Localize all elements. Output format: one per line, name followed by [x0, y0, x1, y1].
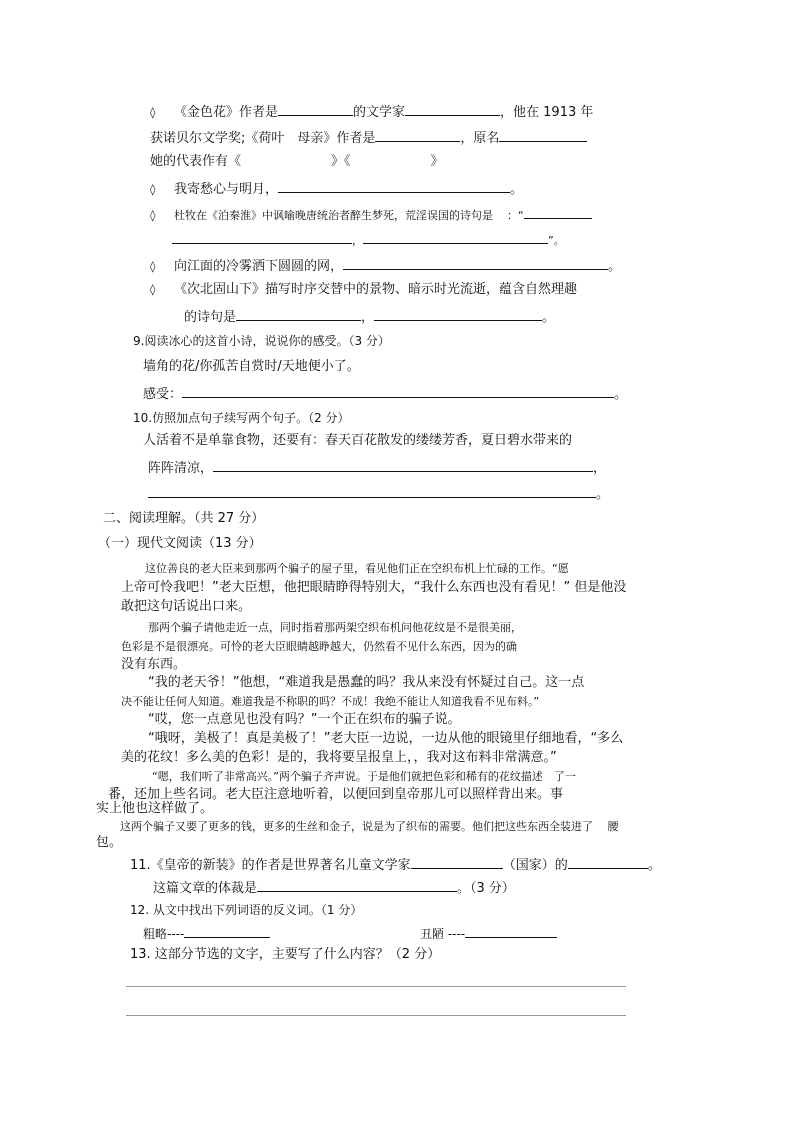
passage-line: 决不能让任何人知道。难道我是不称职的吗？不成！我绝不能让人知道我看不见布料。” [121, 695, 540, 708]
passage-line: 这位善良的老大臣来到那两个骗子的屋子里，看见他们正在空织布机上忙碌的工作。“愿 [145, 562, 569, 575]
q3-line1: ◊ 杜牧在《泊秦淮》中讽喻晚唐统治者醉生梦死，荒淫误国的诗句是 ：“ [150, 205, 592, 225]
answer-blank[interactable] [236, 307, 361, 321]
q2-line: ◊ 我寄愁心与明月， 。 [150, 179, 523, 199]
q1-line2: 获诺贝尔文学奖;《荷叶 母亲》作者是 ，原名 [150, 128, 587, 148]
q5-line2: 的诗句是 ， 。 [184, 307, 555, 327]
passage-line: 敢把这句话说出口来。 [121, 599, 252, 614]
q12-title: 12. 从文中找出下列词语的反义词。（1 分） [130, 903, 363, 917]
answer-blank[interactable] [411, 855, 503, 869]
bullet-icon: ◊ [150, 209, 156, 222]
answer-blank[interactable] [343, 256, 608, 270]
q12-word2: 丑陋 ---- [420, 924, 557, 943]
bullet-icon: ◊ [150, 183, 156, 196]
answer-blank[interactable] [182, 384, 614, 398]
q11-line1: 11.《皇帝的新装》的作者是世界著名儿童文学家 （国家）的 。 [130, 855, 661, 875]
q9-title: 9.阅读冰心的这首小诗，说说你的感受。（3 分） [133, 334, 390, 348]
answer-blank[interactable] [363, 230, 548, 244]
q11-line2: 这篇文章的体裁是 。（3 分） [153, 878, 515, 898]
q1-line3: 她的代表作有《 》《 》 [150, 154, 444, 169]
q3-line2: ， ”。 [172, 230, 565, 250]
answer-blank[interactable] [375, 128, 460, 142]
q4-line: ◊ 向江面的冷雾洒下圆圆的网， 。 [150, 256, 621, 276]
section-title: 二、阅读理解。（共 27 分） [103, 511, 265, 526]
passage-line: 那两个骗子请他走近一点，同时指着那两架空织布机问他花纹是不是很美丽， [148, 621, 522, 634]
passage-line: 番，还加上些名词。老大臣注意地听着，以便回到皇帝那儿可以照样背出来。事 [108, 787, 564, 802]
section-subtitle: （一）现代文阅读（13 分） [98, 536, 262, 551]
answer-blank[interactable] [499, 128, 587, 142]
answer-blank[interactable] [148, 484, 596, 498]
answer-blank[interactable] [374, 307, 542, 321]
answer-blank[interactable] [278, 102, 353, 116]
answer-blank[interactable] [213, 458, 593, 472]
q10-line3: 。 [148, 484, 609, 504]
passage-line: 这两个骗子又要了更多的钱，更多的生丝和金子，说是为了织布的需要。他们把这些东西全装进了 腰 [120, 820, 619, 833]
answer-blank[interactable] [465, 924, 557, 938]
answer-blank[interactable] [257, 878, 457, 892]
answer-blank[interactable] [172, 230, 352, 244]
answer-blank[interactable] [278, 179, 510, 193]
q10-title: 10.仿照加点句子续写两个句子。（2 分） [133, 411, 350, 425]
passage-line: “我的老天爷！”他想，“难道我是愚蠢的吗？我从来没有怀疑过自己。这一点 [148, 675, 585, 690]
bullet-icon: ◊ [150, 106, 156, 119]
answer-blank[interactable] [524, 205, 592, 219]
answer-line[interactable] [126, 1015, 626, 1016]
passage-line: 实上他也这样做了。 [96, 801, 214, 816]
q10-line2: 阵阵清凉， ， [148, 458, 606, 478]
q9-poem: 墙角的花/你孤苦自赏时/天地便小了。 [143, 359, 360, 374]
q13-title: 13. 这部分节选的文字，主要写了什么内容？（2 分） [130, 947, 441, 962]
answer-blank[interactable] [568, 855, 648, 869]
q5-line1: ◊ 《次北固山下》描写时序交替中的景物、暗示时光流逝，蕴含自然理趣 [150, 282, 578, 297]
passage-line: 上帝可怜我吧！”老大臣想，他把眼睛睁得特别大，“我什么东西也没有看见！” 但是他没 [121, 580, 627, 595]
passage-line: “哦呀，美极了！真是美极了！”老大臣一边说，一边从他的眼镜里仔细地看，“多么 [148, 731, 624, 746]
q12-word1: 粗略---- [143, 924, 270, 943]
passage-line: 色彩是不是很漂亮。可怜的老大臣眼睛越睁越大，仍然看不见什么东西，因为的确 [121, 640, 517, 653]
bullet-icon: ◊ [150, 283, 156, 296]
answer-blank[interactable] [405, 102, 500, 116]
passage-line: 包。 [96, 835, 123, 850]
passage-line: “嗯，我们听了非常高兴。”两个骗子齐声说。于是他们就把色彩和稀有的花纹描述 了一 [152, 770, 576, 783]
answer-line[interactable] [126, 986, 626, 987]
q9-answer-line: 感受： 。 [143, 384, 627, 404]
answer-blank[interactable] [184, 924, 270, 938]
passage-line: “哎，您一点意见也没有吗？”一个正在织布的骗子说。 [148, 712, 461, 727]
passage-line: 没有东西。 [121, 657, 187, 672]
bullet-icon: ◊ [150, 260, 156, 273]
q10-line1: 人活着不是单靠食物，还要有：春天百花散发的缕缕芳香，夏日碧水带来的 [143, 433, 573, 448]
passage-line: 美的花纹！多么美的色彩！是的，我将要呈报皇上，，我对这布料非常满意。” [121, 750, 557, 765]
q1-line1: ◊ 《金色花》作者是 的文学家 ，他在 1913 年 [150, 102, 593, 122]
